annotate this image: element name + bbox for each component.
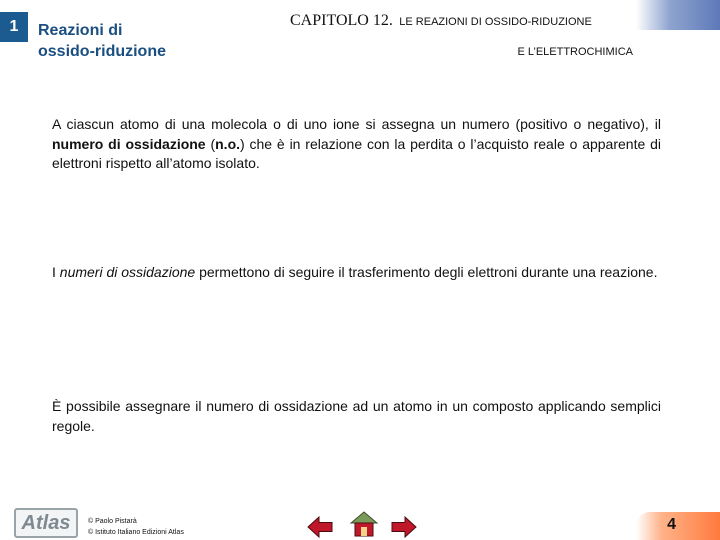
home-icon <box>351 512 377 536</box>
p2-italic-term: numeri di ossidazione <box>59 264 196 280</box>
right-arrow-icon <box>392 517 416 537</box>
paragraph-simple-rules <box>52 397 661 436</box>
page-number-tab <box>636 512 720 540</box>
chapter-label: CAPITOLO 12. <box>290 12 393 29</box>
p1-text-mid: ( <box>205 135 216 152</box>
p1-bold-abbrev: n.o. <box>215 135 241 152</box>
section-title-line2: ossido-riduzione <box>38 43 166 60</box>
atlas-logo-text: Atlas <box>21 511 71 534</box>
chapter-heading <box>290 12 592 30</box>
paragraph-electron-transfer <box>52 263 661 283</box>
previous-page-button[interactable] <box>307 514 333 540</box>
p1-bold-term: numero di ossidazione <box>52 135 206 152</box>
paragraph-oxidation-number-definition <box>52 115 661 174</box>
chapter-title-line1: LE REAZIONI DI OSSIDO-RIDUZIONE <box>399 16 592 28</box>
section-number-badge <box>0 12 28 42</box>
chapter-title-line2: E L’ELETTROCHIMICA <box>517 46 633 58</box>
section-title <box>38 20 238 62</box>
footer <box>0 500 720 540</box>
left-arrow-icon <box>308 517 332 537</box>
section-title-line1: Reazioni di <box>38 22 123 39</box>
page-number: 4 <box>667 516 676 533</box>
p3-text: È possibile assegnare il numero di ossidazione ad un atomo in un composto applicando semplici regole. <box>52 398 661 434</box>
credit-author: © Paolo Pistarà <box>88 518 137 525</box>
p2-text-start: I <box>52 264 60 280</box>
home-button[interactable] <box>350 510 378 538</box>
atlas-logo <box>14 508 78 538</box>
p2-text-end: permettono di seguire il trasferimento degli elettroni durante una reazione. <box>195 264 658 280</box>
credits <box>88 516 184 538</box>
p1-text-start: A ciascun atomo di una molecola o di uno ione si assegna un numero (positivo o negativo), il <box>52 116 661 132</box>
next-page-button[interactable] <box>391 514 417 540</box>
chapter-band-decoration <box>636 0 720 30</box>
section-number: 1 <box>9 18 19 35</box>
p1-text-end: ) che è in relazione con la perdita o l’acquisto reale o apparente di elettroni rispetto all’atomo isolato. <box>52 135 661 171</box>
credit-publisher: © Istituto Italiano Edizioni Atlas <box>88 529 184 536</box>
